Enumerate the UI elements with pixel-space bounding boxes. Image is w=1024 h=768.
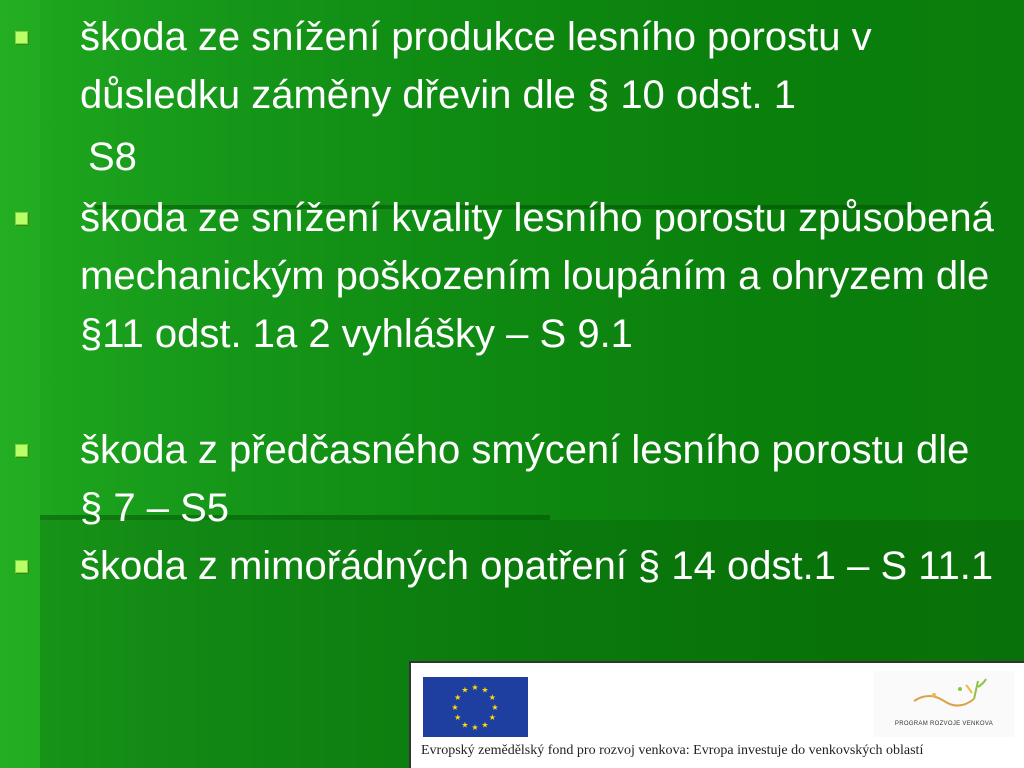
eu-star: ★	[461, 685, 469, 695]
eu-star: ★	[451, 703, 459, 712]
eu-star: ★	[454, 693, 462, 702]
eu-star: ★	[488, 693, 496, 702]
sub-label: S8	[88, 135, 137, 179]
eu-star: ★	[481, 685, 489, 695]
eu-star: ★	[471, 683, 479, 692]
eu-star: ★	[454, 713, 462, 722]
eu-star: ★	[461, 720, 469, 730]
bullet-item: škoda z mimořádných opatření § 14 odst.1 – S 11.1	[80, 544, 994, 588]
fund-caption: Evropský zemědělský fond pro rozvoj venkova: Evropa investuje do venkovských oblastí	[421, 743, 924, 758]
eu-star: ★	[491, 703, 499, 712]
background-left-band	[0, 0, 40, 768]
leader-caption: PROGRAM ROZVOJE VENKOVA	[894, 721, 994, 727]
bullet-item: škoda ze snížení produkce lesního porostu v důsledku záměny dřevin dle § 10 odst. 1	[80, 15, 872, 117]
square-bullet-icon	[15, 444, 28, 457]
bullet-item: škoda ze snížení kvality lesního porostu způsobená mechanickým poškozením loupáním a ohryzem dle §11 odst. 1a 2 vyhlášky – S 9.1	[80, 196, 994, 356]
leader-logo-icon	[874, 671, 1014, 737]
square-bullet-icon	[15, 31, 28, 44]
bullet-item: škoda z předčasného smýcení lesního porostu dle § 7 – S5	[80, 428, 970, 530]
eu-star: ★	[481, 720, 489, 730]
footer-logo-box	[409, 661, 1024, 768]
eu-star: ★	[488, 713, 496, 722]
square-bullet-icon	[15, 212, 28, 225]
eu-flag-icon	[423, 677, 528, 737]
eu-star: ★	[471, 723, 479, 732]
square-bullet-icon	[15, 560, 28, 573]
